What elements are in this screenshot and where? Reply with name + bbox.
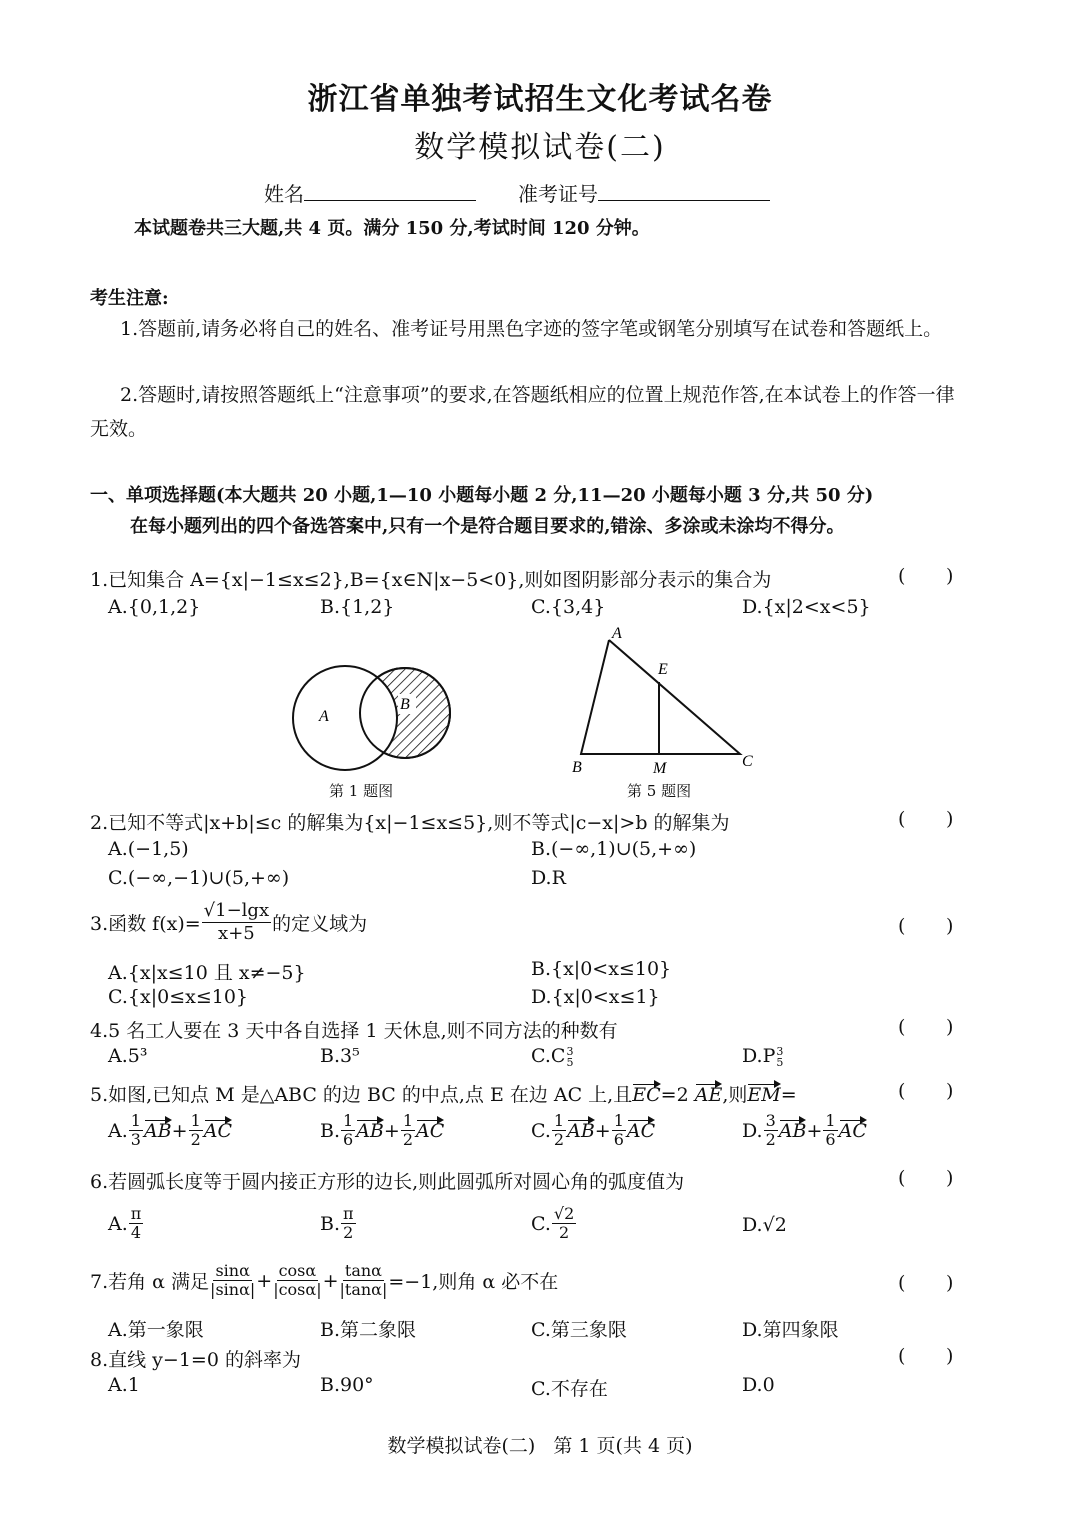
q3-option-d: D.{x|0<x≤1} [531, 986, 660, 1008]
question-3-stem: 3.函数 f(x)= $\frac{√1-\lg x}{x+5}$ 的定义域为 [90, 900, 368, 944]
q6-option-d: D.√2 [742, 1214, 787, 1236]
notice-item-1: 1.答题前,请务必将自己的姓名、准考证号用黑色字迹的签字笔或钢笔分别填写在试卷和答题纸上。 [120, 318, 943, 340]
answer-paren: ( ) [898, 1016, 954, 1038]
q2-option-d: D.R [531, 867, 566, 889]
q8-option-b: B.90° [320, 1374, 374, 1396]
q3-option-a: A.{x|x≤10 且 x≠−5} [108, 962, 306, 984]
notice-heading: 考生注意: [90, 288, 169, 309]
q2-option-a: A.(−1,5) [108, 838, 189, 860]
q8-option-c: C.不存在 [531, 1378, 608, 1400]
id-blank [598, 182, 770, 201]
q7-option-a: A.第一象限 [108, 1319, 204, 1341]
question-7-stem: 7.若角 α 满足 $\frac{\sin\alpha}{|\sin\alpha|}$ + $\frac{\cos\alpha}{|\cos\alpha|}$ + $\frac{\tan\alpha}{|\tan\alpha|}$ =−1,则角 α 必不在 [90, 1261, 559, 1299]
q6-option-c: C. $\frac{√2}{2}$ [531, 1204, 575, 1242]
q1-option-d: D.{x|2<x<5} [742, 596, 871, 618]
set-a-label: A [319, 708, 329, 725]
notice-item-2: 2.答题时,请按照答题纸上“注意事项”的要求,在答题纸相应的位置上规范作答,在本试卷上的作答一律无效。 [90, 384, 955, 440]
q4-option-a: A.5³ [108, 1045, 148, 1067]
q7-option-d: D.第四象限 [742, 1319, 839, 1341]
exam-series-title: 浙江省单独考试招生文化考试名卷 [307, 82, 773, 117]
point-a-label: A [612, 625, 622, 642]
figure-5-caption: 第 5 题图 [627, 782, 692, 800]
answer-paren: ( ) [898, 1272, 954, 1294]
point-m-label: M [653, 760, 667, 777]
figure-1-caption: 第 1 题图 [329, 782, 394, 800]
point-c-label: C [742, 753, 753, 770]
point-e-label: E [658, 661, 668, 678]
q7-option-c: C.第三象限 [531, 1319, 627, 1341]
q3-numerator: √1−lgx [203, 900, 270, 921]
question-6-stem: 6.若圆弧长度等于圆内接正方形的边长,则此圆弧所对圆心角的弧度值为 [90, 1171, 685, 1193]
vector-em: EM [747, 1084, 781, 1106]
vector-ae: AE [694, 1084, 723, 1106]
q2-option-b: B.(−∞,1)∪(5,+∞) [531, 838, 697, 860]
venn-diagram-figure-1 [285, 650, 455, 775]
vector-ec: EC [632, 1084, 661, 1106]
q3-denominator: x+5 [218, 923, 255, 944]
exam-summary: 本试题卷共三大题,共 4 页。满分 150 分,考试时间 120 分钟。 [134, 218, 650, 239]
question-2-stem: 2.已知不等式|x+b|≤c 的解集为{x|−1≤x≤5},则不等式|c−x|>b 的解集为 [90, 812, 730, 834]
q3-option-b: B.{x|0<x≤10} [531, 958, 672, 980]
q4-option-c: C.C 3 5 [531, 1045, 574, 1069]
name-blank [304, 182, 476, 201]
candidate-info-row [264, 178, 770, 207]
set-a-circle [293, 666, 397, 770]
answer-paren: ( ) [898, 1080, 954, 1102]
q5-option-c: C. $\frac{1}{2}$ AB + $\frac{1}{6}$ AC [531, 1111, 656, 1149]
q4-option-b: B.3⁵ [320, 1045, 360, 1067]
name-label: 姓名 [264, 182, 304, 206]
q3-option-c: C.{x|0≤x≤10} [108, 986, 249, 1008]
section-1-instruction: 在每小题列出的四个备选答案中,只有一个是符合题目要求的,错涂、多涂或未涂均不得分。 [130, 516, 845, 537]
q1-option-b: B.{1,2} [320, 596, 395, 618]
q2-option-c: C.(−∞,−1)∪(5,+∞) [108, 867, 290, 889]
q5-option-d: D. $\frac{3}{2}$ AB + $\frac{1}{6}$ AC [742, 1111, 867, 1149]
page-footer: 数学模拟试卷(二) 第 1 页(共 4 页) [387, 1435, 693, 1457]
q7-option-b: B.第二象限 [320, 1319, 417, 1341]
question-8-stem: 8.直线 y−1=0 的斜率为 [90, 1349, 301, 1371]
q8-option-d: D.0 [742, 1374, 775, 1396]
q6-option-a: A. $\frac{\pi}{4}$ [108, 1204, 142, 1242]
q5-option-b: B. $\frac{1}{6}$ AB + $\frac{1}{2}$ AC [320, 1111, 445, 1149]
q4-option-d: D.P 3 5 [742, 1045, 784, 1069]
answer-paren: ( ) [898, 1167, 954, 1189]
answer-paren: ( ) [898, 1345, 954, 1367]
paper-title: 数学模拟试卷(二) [414, 130, 666, 165]
set-b-label: B [400, 696, 410, 713]
id-label: 准考证号 [518, 182, 598, 206]
answer-paren: ( ) [898, 915, 954, 937]
question-5-stem: 5.如图,已知点 M 是△ABC 的边 BC 的中点,点 E 在边 AC 上,且EC=2 AE,则EM= [90, 1084, 797, 1106]
q1-option-c: C.{3,4} [531, 596, 606, 618]
point-b-label: B [572, 759, 582, 776]
answer-paren: ( ) [898, 808, 954, 830]
q8-option-a: A.1 [108, 1374, 140, 1396]
triangle-abc [581, 640, 740, 754]
question-1-stem: 1.已知集合 A={x|−1≤x≤2},B={x∈N|x−5<0},则如图阴影部分表示的集合为 [90, 569, 772, 591]
answer-paren: ( ) [898, 565, 954, 587]
q6-option-b: B. $\frac{\pi}{2}$ [320, 1204, 354, 1242]
question-4-stem: 4.5 名工人要在 3 天中各自选择 1 天休息,则不同方法的种数有 [90, 1020, 618, 1042]
triangle-figure-5 [562, 620, 762, 780]
q1-option-a: A.{0,1,2} [108, 596, 201, 618]
section-1-heading: 一、单项选择题(本大题共 20 小题,1—10 小题每小题 2 分,11—20 小题每小题 3 分,共 50 分) 在每小题列出的四个备选答案中,只有一个是符合题目要求的,错涂、多涂或未涂均不得分。 [90, 482, 980, 544]
q5-option-a: A. $\frac{1}{3}$ AB + $\frac{1}{2}$ AC [108, 1111, 233, 1149]
